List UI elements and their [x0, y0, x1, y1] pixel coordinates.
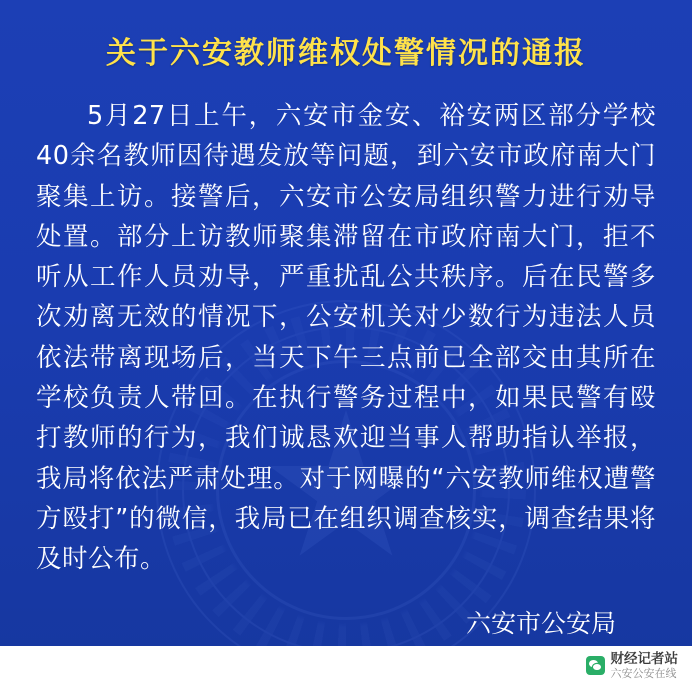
- credit-names: [611, 651, 679, 680]
- account-credit: [586, 651, 679, 680]
- credit-source-name: 六安公安在线: [610, 666, 677, 680]
- notice-body-text: 5月27日上午，六安市金安、裕安两区部分学校40余名教师因待遇发放等问题，到六安市政府南大门聚集上访。接警后，六安市公安局组织警力进行劝导处置。部分上访教师聚集滞留在市政府南大门，拒不听从工作人员劝导，严重扰乱公共秩序。后在民警多次劝离无效的情况下，公安机关对少数行为违法人员依法带离现场后，当天下午三点前已全部交由其所在学校负责人带回。在执行警务过程中，如果民警有殴打教师的行为，我们诚恳欢迎当事人帮助指认举报，我局将依法严肃处理。对于网曝的“六安教师维权遭警方殴打”的微信，我局已在组织调查核实，调查结果将及时公布。: [36, 101, 656, 575]
- credit-account-name: 财经记者站: [610, 650, 678, 667]
- signer-name: 六安市公安局: [465, 609, 616, 639]
- page-title: 关于六安教师维权处警情况的通报: [106, 36, 586, 71]
- wechat-icon: [586, 656, 605, 675]
- notice-body: [30, 96, 662, 579]
